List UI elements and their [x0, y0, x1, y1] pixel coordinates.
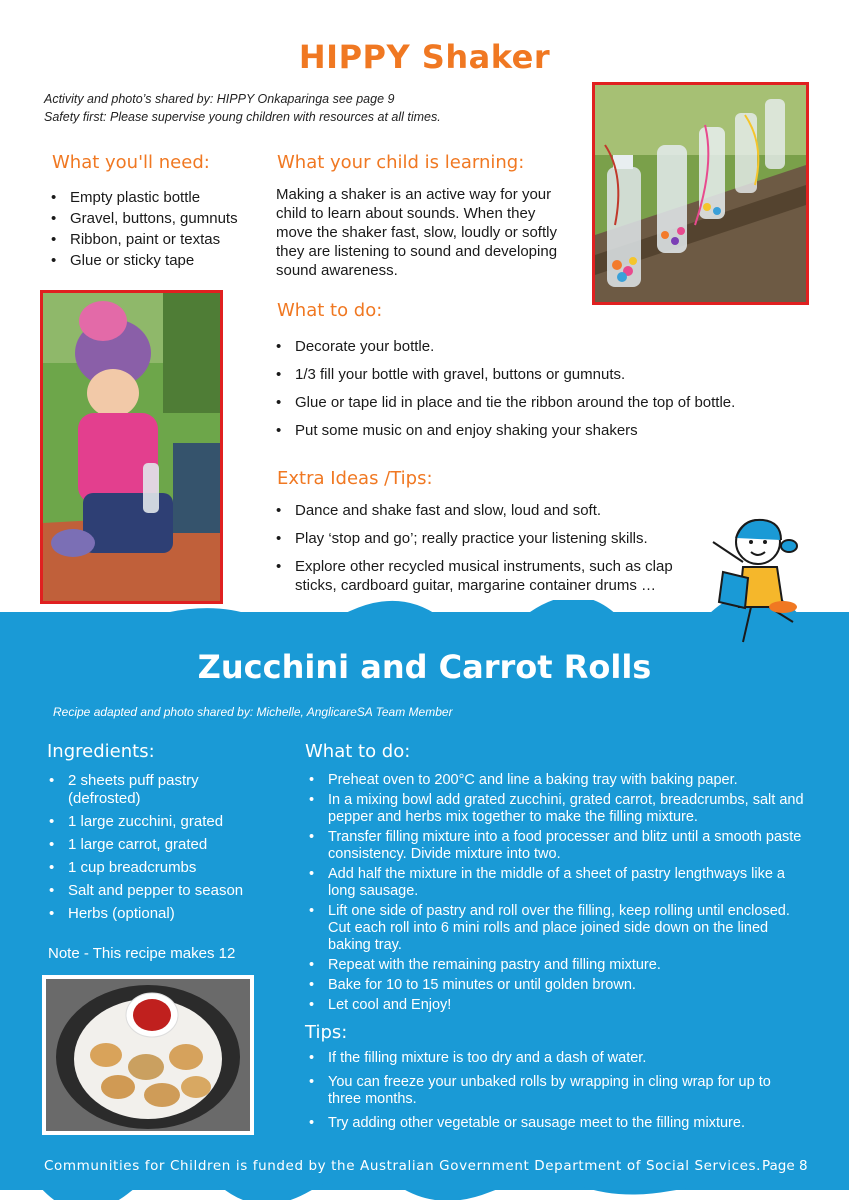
list-item: • Bake for 10 to 15 minutes or until golden brown.	[304, 977, 804, 994]
recipe-note: Note - This recipe makes 12	[48, 945, 236, 962]
list-item: • Ribbon, paint or textas	[46, 229, 276, 250]
list-item: • 1 large zucchini, grated	[44, 813, 274, 831]
list-item: • If the filling mixture is too dry and a dash of water.	[304, 1050, 784, 1067]
todo-heading: What to do:	[277, 300, 383, 321]
list-item: • Herbs (optional)	[44, 905, 274, 923]
list-item: • 1/3 fill your bottle with gravel, buttons or gumnuts.	[271, 365, 771, 384]
list-item: • Preheat oven to 200°C and line a baking tray with baking paper.	[304, 772, 804, 789]
list-item: • Dance and shake fast and slow, loud and soft.	[271, 501, 701, 520]
list-item: • In a mixing bowl add grated zucchini, grated carrot, breadcrumbs, salt and pepper and herbs mix together to make the filling mixture.	[304, 792, 804, 826]
ingredients-heading: Ingredients:	[47, 741, 155, 762]
learning-heading: What your child is learning:	[277, 152, 525, 173]
list-item: • Transfer filling mixture into a food processer and blitz until a smooth paste consistency. Divide mixture into two.	[304, 829, 804, 863]
tips-list	[304, 1050, 784, 1139]
child-photo	[40, 290, 223, 604]
list-item: • Add half the mixture in the middle of a sheet of pastry lengthways like a long sausage.	[304, 866, 804, 900]
list-item: • Lift one side of pastry and roll over the filling, keep rolling until enclosed. Cut each roll into 6 mini rolls and place joined side down on the lined baking tray.	[304, 903, 804, 954]
recipe-todo-heading: What to do:	[305, 741, 411, 762]
list-item: • Empty plastic bottle	[46, 187, 276, 208]
todo-list	[271, 337, 771, 449]
list-item: • 1 cup breadcrumbs	[44, 859, 274, 877]
safety-line: Safety first: Please supervise young children with resources at all times.	[44, 110, 441, 124]
rolls-image	[46, 979, 250, 1131]
footer-text: Communities for Children is funded by the Australian Government Department of Social Services.	[44, 1158, 762, 1174]
list-item: • Gravel, buttons, gumnuts	[46, 208, 276, 229]
list-item: • Let cool and Enjoy!	[304, 997, 804, 1014]
list-item: • Glue or sticky tape	[46, 250, 276, 271]
recipe-steps	[304, 772, 804, 1017]
learning-text: Making a shaker is an active way for your child to learn about sounds. When they move the shaker fast, slow, loudly or softly they are listening to sound and developing sound awareness.	[276, 186, 558, 279]
recipe-credit: Recipe adapted and photo shared by: Michelle, AnglicareSA Team Member	[53, 705, 453, 719]
list-item: • Put some music on and enjoy shaking your shakers	[271, 421, 771, 440]
list-item: • Explore other recycled musical instruments, such as clap sticks, cardboard guitar, margarine container drums …	[271, 557, 701, 595]
tips-heading: Tips:	[305, 1022, 348, 1043]
list-item: • Decorate your bottle.	[271, 337, 771, 356]
need-heading: What you'll need:	[52, 152, 210, 173]
blue-band-bottom-edge	[0, 1178, 849, 1200]
list-item: • 2 sheets puff pastry (defrosted)	[44, 772, 274, 808]
credit-line: Activity and photo’s shared by: HIPPY Onkaparinga see page 9	[44, 92, 395, 106]
extra-heading: Extra Ideas /Tips:	[277, 468, 433, 489]
list-item: • Glue or tape lid in place and tie the ribbon around the top of bottle.	[271, 393, 771, 412]
list-item: • Play ‘stop and go’; really practice your listening skills.	[271, 529, 701, 548]
need-list	[46, 187, 276, 271]
bottles-image	[595, 85, 806, 302]
list-item: • 1 large carrot, grated	[44, 836, 274, 854]
ingredients-list	[44, 772, 274, 928]
extra-list	[271, 501, 701, 604]
child-image	[43, 293, 220, 601]
page-number: Page 8	[762, 1158, 808, 1174]
page-title: HIPPY Shaker	[298, 38, 551, 76]
girl-reading-illustration	[703, 512, 803, 652]
bottles-photo	[592, 82, 809, 305]
list-item: • Try adding other vegetable or sausage meet to the filling mixture.	[304, 1115, 784, 1132]
recipe-title: Zucchini and Carrot Rolls	[197, 648, 652, 686]
list-item: • Repeat with the remaining pastry and filling mixture.	[304, 957, 804, 974]
list-item: • You can freeze your unbaked rolls by wrapping in cling wrap for up to three months.	[304, 1074, 784, 1108]
rolls-photo	[42, 975, 254, 1135]
list-item: • Salt and pepper to season	[44, 882, 274, 900]
